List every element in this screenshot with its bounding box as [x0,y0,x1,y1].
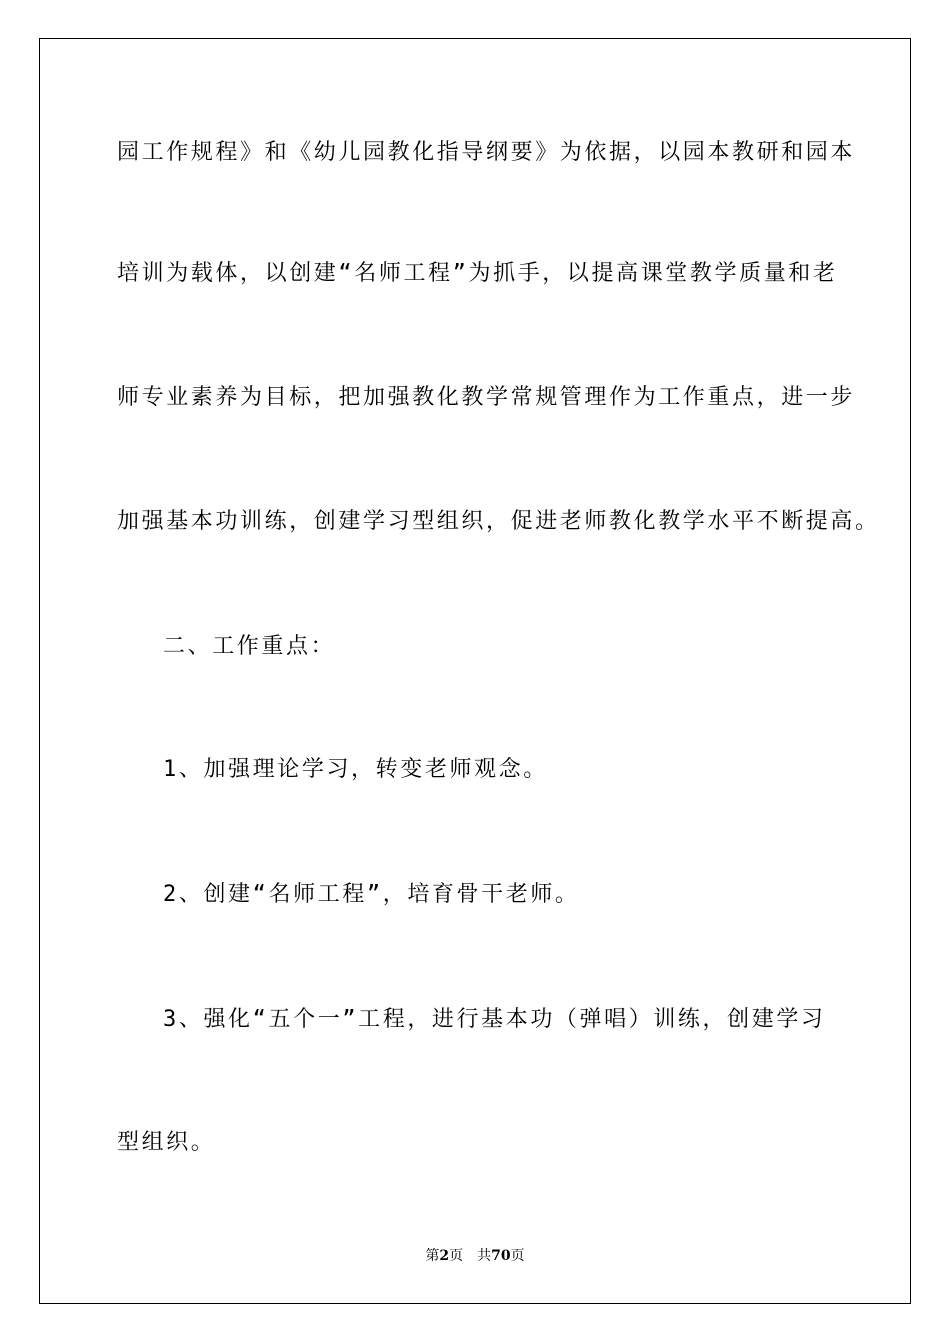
list-item-1: 1、加强理论学习，转变老师观念。 [163,757,548,782]
total-prefix: 共 [477,1248,492,1264]
list-item-3: 3、强化“五个一”工程，进行基本功（弹唱）训练，创建学习 [163,1007,826,1032]
page-footer [0,1247,950,1265]
paragraph-line-4: 加强基本功训练，创建学习型组织，促进老师教化教学水平不断提高。 [117,509,880,534]
page-number: 2 [439,1248,450,1264]
page-suffix: 页 [449,1248,464,1264]
total-suffix: 页 [510,1248,525,1264]
list-item-2: 2、创建“名师工程”，培育骨干老师。 [163,882,580,907]
paragraph-line-3: 师专业素养为目标，把加强教化教学常规管理作为工作重点，进一步 [117,385,856,410]
paragraph-line-1: 园工作规程》和《幼儿园教化指导纲要》为依据，以园本教研和园本 [117,140,856,165]
paragraph-line-2: 培训为载体，以创建“名师工程”为抓手，以提高课堂教学质量和老 [117,261,838,286]
page-border [39,38,911,1304]
list-item-3-continuation: 型组织。 [117,1130,216,1155]
page-prefix: 第 [425,1248,440,1264]
section-heading: 二、工作重点： [163,634,336,659]
total-pages: 70 [491,1248,511,1264]
